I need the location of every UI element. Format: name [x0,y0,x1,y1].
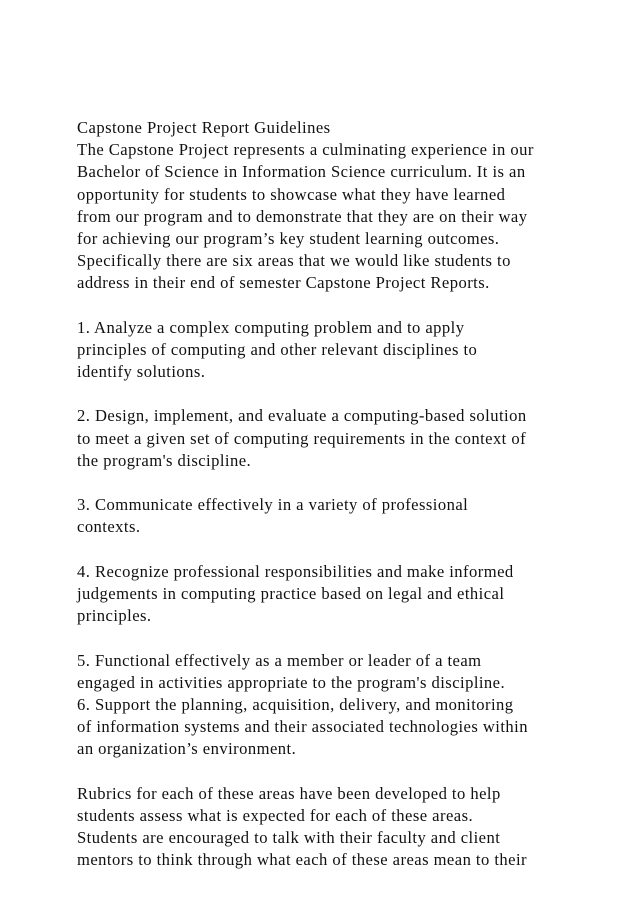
intro-paragraph [77,139,622,294]
intro-line: The Capstone Project represents a culminating experience in our [77,140,534,160]
intro-line: from our program and to demonstrate that they are on their way [77,206,528,226]
intro-line: Specifically there are six areas that we would like students to [77,251,511,271]
paragraph-gap [77,760,622,782]
outcome-line: an organization’s environment. [77,739,297,759]
paragraph-gap [77,472,622,494]
outcome-line: engaged in activities appropriate to the program's discipline. [77,672,506,692]
outcome-line: 6. Support the planning, acquisition, delivery, and monitoring [77,694,514,714]
outcome-item-3 [77,494,622,538]
outcome-line: to meet a given set of computing requirements in the context of [77,428,527,448]
outcome-line: 5. Functional effectively as a member or leader of a team [77,650,482,670]
outcome-item-1 [77,317,622,384]
closing-line: Students are encouraged to talk with their faculty and client [77,828,501,847]
document-body [77,117,622,871]
outcome-line: 2. Design, implement, and evaluate a computing-based solution [77,406,527,426]
closing-line: Rubrics for each of these areas have been developed to help [77,783,501,803]
closing-line: students assess what is expected for each of these areas. [77,805,474,825]
intro-line: Bachelor of Science in Information Science curriculum. It is an [77,162,526,182]
paragraph-gap [77,383,622,405]
intro-line: address in their end of semester Capstone Project Reports. [77,273,490,293]
closing-line: mentors to think through what each of these areas mean to their [77,850,527,870]
outcome-line: the program's discipline. [77,450,252,470]
outcome-line: principles. [77,606,152,626]
intro-line: opportunity for students to showcase what they have learned [77,184,506,204]
outcome-line: principles of computing and other relevant disciplines to [77,339,478,359]
outcome-line: identify solutions. [77,362,206,382]
outcome-line: contexts. [77,517,141,537]
outcome-line: of information systems and their associated technologies within [77,717,528,737]
closing-paragraph [77,783,622,872]
outcome-item-4 [77,561,622,628]
document-title: Capstone Project Report Guidelines [77,118,331,137]
outcome-item-5 [77,650,622,694]
paragraph-gap [77,295,622,317]
outcome-line: judgements in computing practice based on legal and ethical [77,583,505,603]
outcome-line: 1. Analyze a complex computing problem and to apply [77,317,465,337]
intro-line: for achieving our program’s key student learning outcomes. [77,228,500,248]
outcome-item-6 [77,694,622,761]
outcome-line: 4. Recognize professional responsibilities and make informed [77,561,514,581]
outcome-item-2 [77,405,622,472]
paragraph-gap [77,627,622,649]
paragraph-gap [77,539,622,561]
outcome-line: 3. Communicate effectively in a variety of professional [77,495,469,515]
